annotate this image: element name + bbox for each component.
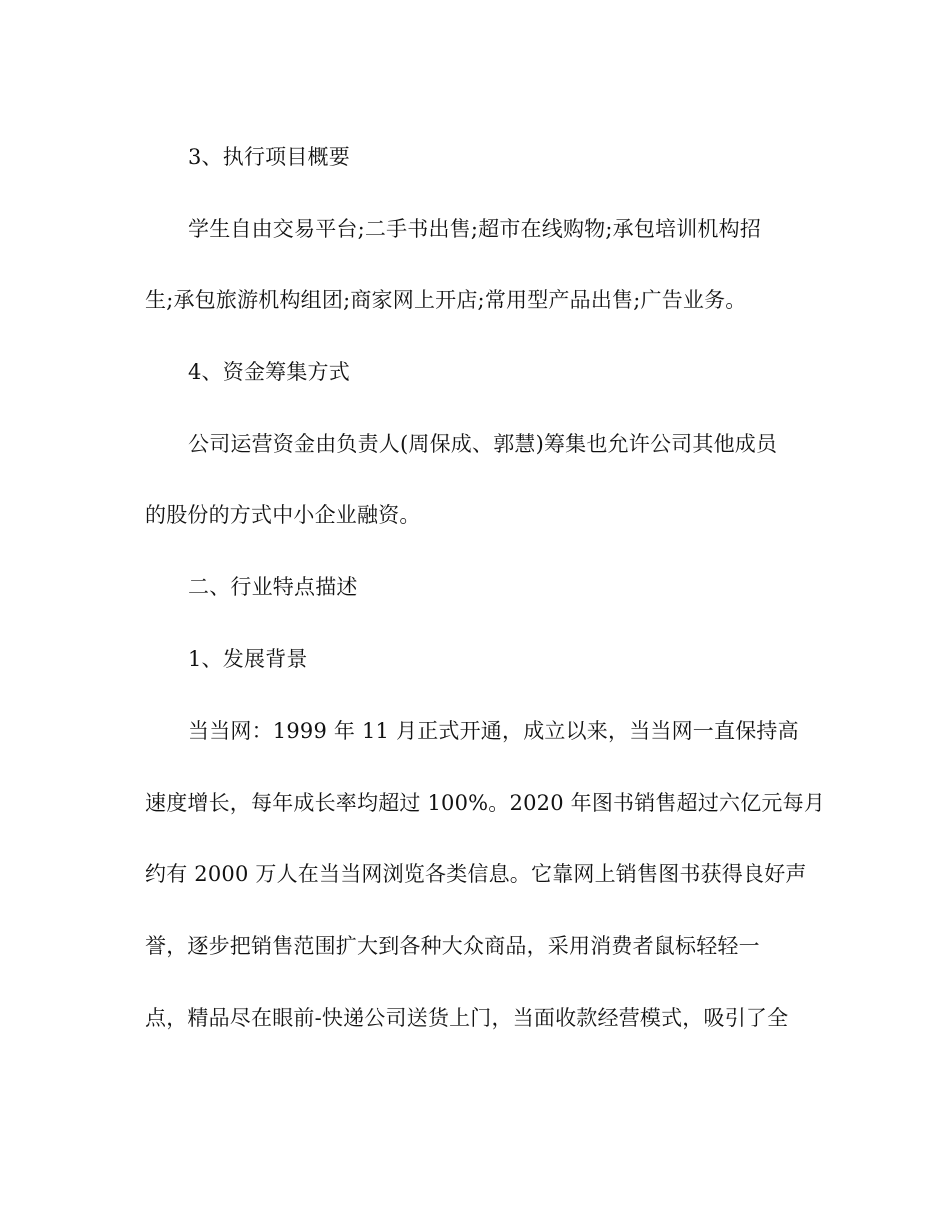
paragraph-line: 学生自由交易平台;二手书出售;超市在线购物;承包培训机构招 xyxy=(188,217,762,241)
paragraph-line: 点，精品尽在眼前-快递公司送货上门，当面收款经营模式，吸引了全 xyxy=(145,1006,789,1030)
paragraph-line: 当当网：1999 年 11 月正式开通，成立以来，当当网一直保持高 xyxy=(188,719,799,743)
paragraph-line: 的股份的方式中小企业融资。 xyxy=(145,503,421,527)
section-heading-funding: 4、资金筹集方式 xyxy=(188,360,350,384)
section-heading-industry: 二、行业特点描述 xyxy=(188,575,358,599)
paragraph-line: 生;承包旅游机构组团;商家网上开店;常用型产品出售;广告业务。 xyxy=(145,288,747,312)
paragraph-line: 誉，逐步把销售范围扩大到各种大众商品，采用消费者鼠标轻轻一 xyxy=(145,934,760,958)
section-heading-background: 1、发展背景 xyxy=(188,647,308,671)
section-heading-execution-summary: 3、执行项目概要 xyxy=(188,145,350,169)
paragraph-line: 约有 2000 万人在当当网浏览各类信息。它靠网上销售图书获得良好声 xyxy=(145,862,807,886)
paragraph-line: 速度增长，每年成长率均超过 100%。2020 年图书销售超过六亿元每月 xyxy=(145,791,826,815)
paragraph-line: 公司运营资金由负责人(周保成、郭慧)筹集也允许公司其他成员 xyxy=(188,432,778,456)
